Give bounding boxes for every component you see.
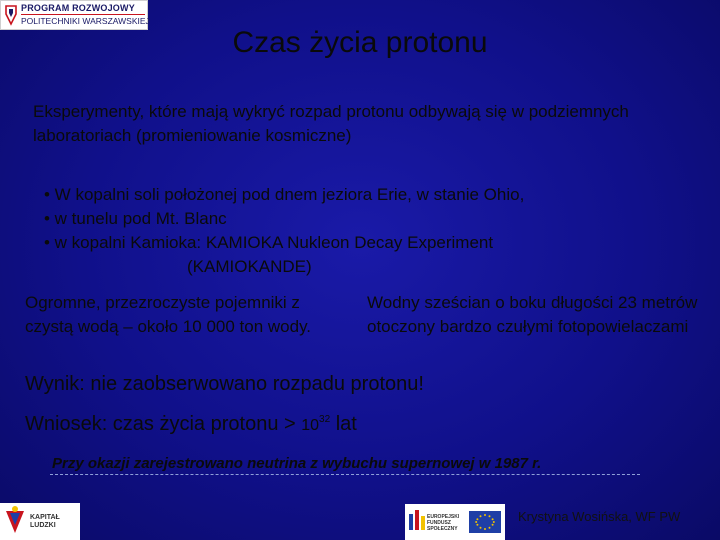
result-line (25, 370, 424, 398)
conclusion-line (25, 406, 357, 440)
eu-logo-text: EUROPEJSKI FUNDUSZ SPOŁECZNY (427, 514, 460, 532)
kapital-ludzki-logo (0, 503, 80, 540)
kapital-ludzki-text: KAPITAŁ LUDZKI (30, 514, 60, 529)
slide-title: Czas życia protonu (232, 26, 488, 59)
author-credit: Krystyna Wosińska, WF PW (518, 509, 681, 524)
lifetime-unit: lat (330, 413, 357, 435)
list-item: • w tunelu pod Mt. Blanc (44, 209, 227, 228)
list-item-continuation: (KAMIOKANDE) (187, 257, 312, 276)
supernova-note: Przy okazji zarejestrowano neutrina z wybuchu supernowej w 1987 r. (52, 455, 542, 472)
result-text: nie zaobserwowano rozpadu protonu! (84, 373, 424, 395)
lifetime-base: 10 (301, 417, 320, 434)
list-item: • W kopalni soli położonej pod dnem jeziora Erie, w stanie Ohio, (44, 185, 525, 204)
left-column-text: Ogromne, przezroczyste pojemniki z czystą wodą – około 10 000 ton wody. (25, 293, 312, 336)
lifetime-exponent: 32 (319, 414, 331, 425)
intro-rest: (promieniowanie kosmiczne) (131, 126, 352, 145)
right-column-text: Wodny sześcian o boku długości 23 metrów otoczony bardzo czułymi fotopowielaczami (367, 293, 698, 336)
logo-line-2: POLITECHNIKI WARSZAWSKIEJ (21, 16, 150, 26)
experiment-list (44, 183, 704, 279)
eu-logo (405, 504, 505, 540)
eu-flag-icon (469, 511, 501, 533)
pw-logo-icon (4, 4, 18, 26)
logo-line-1: PROGRAM ROZWOJOWY (21, 3, 135, 13)
conclusion-text: czas życia protonu > (107, 413, 302, 435)
result-label: Wynik: (25, 373, 85, 395)
note-divider (50, 474, 640, 475)
list-item: • w kopalni Kamioka: KAMIOKA Nukleon Decay Experiment (44, 233, 494, 252)
intro-bold: Eksperymenty, które mają wykryć rozpad protonu odbywają się w podziemnych laboratoriach (33, 102, 629, 145)
kapital-ludzki-icon (0, 503, 30, 540)
conclusion-label: Wniosek: (25, 413, 108, 435)
logo-divider (21, 14, 145, 15)
efs-icon (406, 504, 426, 540)
intro-text (33, 100, 683, 148)
